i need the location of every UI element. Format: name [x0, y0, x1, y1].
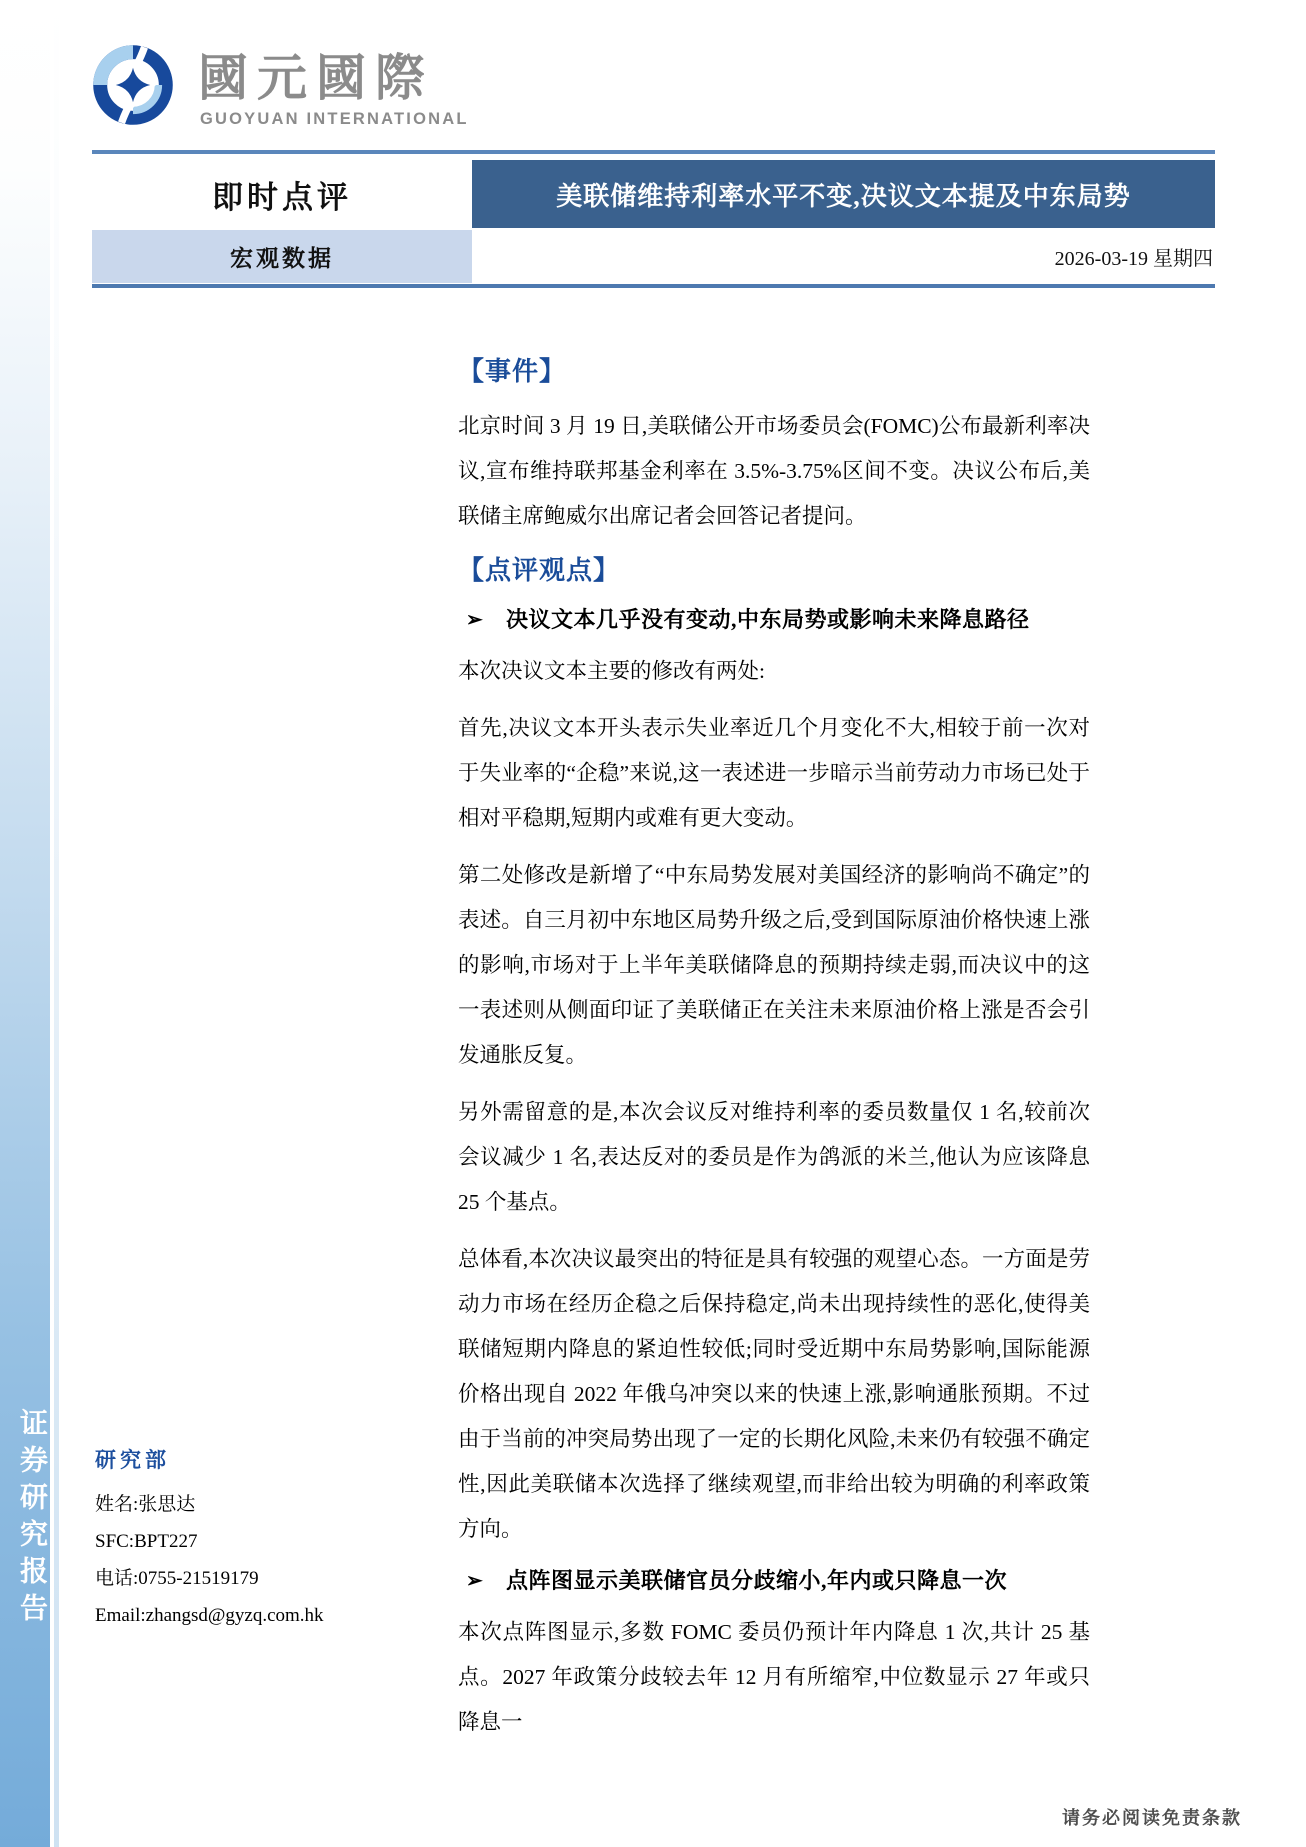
report-category-label: 宏观数据 — [92, 230, 472, 283]
dotplot-paragraph: 本次点阵图显示,多数 FOMC 委员仍预计年内降息 1 次,共计 25 基点。2027 年政策分歧较去年 12 月有所缩窄,中位数显示 27 年或只降息一 — [458, 1620, 1090, 1734]
report-title: 美联储维持利率水平不变,决议文本提及中东局势 — [472, 160, 1215, 228]
report-type-label: 即时点评 — [92, 160, 472, 228]
intro-paragraph: 本次决议文本主要的修改有两处: — [458, 659, 765, 683]
header-bottom-rule — [92, 284, 1215, 288]
report-body — [458, 352, 1090, 1757]
bullet-1-text: 决议文本几乎没有变动,中东局势或影响未来降息路径 — [506, 607, 1030, 632]
contact-value: 张思达 — [138, 1494, 196, 1515]
bullet-2-text: 点阵图显示美联储官员分歧缩小,年内或只降息一次 — [506, 1568, 1008, 1593]
contact-row-name — [95, 1486, 425, 1523]
contact-row-email — [95, 1597, 425, 1634]
brand-name-en: GUOYUAN INTERNATIONAL — [200, 110, 469, 128]
contact-label: 姓名: — [95, 1494, 139, 1515]
disclaimer-note: 请务必阅读免责条款 — [1062, 1808, 1242, 1828]
contact-label: Email: — [95, 1605, 146, 1626]
bullet-point-2 — [458, 1564, 1090, 1598]
vertical-banner-text: 证券研究报告 — [16, 1408, 47, 1630]
bullet-point-1 — [458, 603, 1090, 637]
header-top-rule — [92, 150, 1215, 154]
department-label: 研究部 — [95, 1448, 170, 1472]
contact-value: 0755-21519179 — [138, 1568, 259, 1589]
contact-label: 电话: — [95, 1568, 139, 1589]
dissent-paragraph: 另外需留意的是,本次会议反对维持利率的委员数量仅 1 名,较前次会议减少 1 名,表达反对的委员是作为鸽派的米兰,他认为应该降息 25 个基点。 — [458, 1100, 1090, 1214]
bullet-arrow-icon: ➢ — [466, 609, 483, 631]
section-heading-comments: 【点评观点】 — [458, 556, 621, 585]
first-change-paragraph: 首先,决议文本开头表示失业率近几个月变化不大,相较于前一次对于失业率的“企稳”来说,这一表述进一步暗示当前劳动力市场已处于相对平稳期,短期内或难有更大变动。 — [458, 716, 1090, 830]
section-heading-event: 【事件】 — [458, 357, 567, 386]
contact-row-sfc — [95, 1523, 425, 1560]
contact-label: SFC: — [95, 1531, 135, 1552]
bullet-arrow-icon: ➢ — [466, 1570, 483, 1592]
contact-value: zhangsd@gyzq.com.hk — [145, 1605, 324, 1626]
report-date: 2026-03-19 星期四 — [472, 230, 1213, 283]
brand-name-cn: 國元國際 — [198, 50, 434, 106]
contact-value: BPT227 — [134, 1531, 198, 1552]
analyst-contact-block — [95, 1444, 425, 1634]
contact-row-phone — [95, 1560, 425, 1597]
left-strip-pale-edge — [54, 0, 59, 1847]
event-paragraph: 北京时间 3 月 19 日,美联储公开市场委员会(FOMC)公布最新利率决议,宣布维持联邦基金利率在 3.5%-3.75%区间不变。决议公布后,美联储主席鲍威尔出席记者会回答记者提问。 — [458, 414, 1090, 528]
overall-paragraph: 总体看,本次决议最突出的特征是具有较强的观望心态。一方面是劳动力市场在经历企稳之后保持稳定,尚未出现持续性的恶化,使得美联储短期内降息的紧迫性较低;同时受近期中东局势影响,国际能源价格出现自 2022 年俄乌冲突以来的快速上涨,影响通胀预期。不过由于当前的冲突局势出现了一定的长期化风险,未来仍有较强不确定性,因此美联储本次选择了继续观望,而非给出较为明确的利率政策方向。 — [458, 1247, 1090, 1541]
second-change-paragraph: 第二处修改是新增了“中东局势发展对美国经济的影响尚不确定”的表述。自三月初中东地区局势升级之后,受到国际原油价格快速上涨的影响,市场对于上半年美联储降息的预期持续走弱,而决议中的这一表述则从侧面印证了美联储正在关注未来原油价格上涨是否会引发通胀反复。 — [458, 863, 1090, 1067]
brand-logo-icon — [92, 44, 174, 126]
